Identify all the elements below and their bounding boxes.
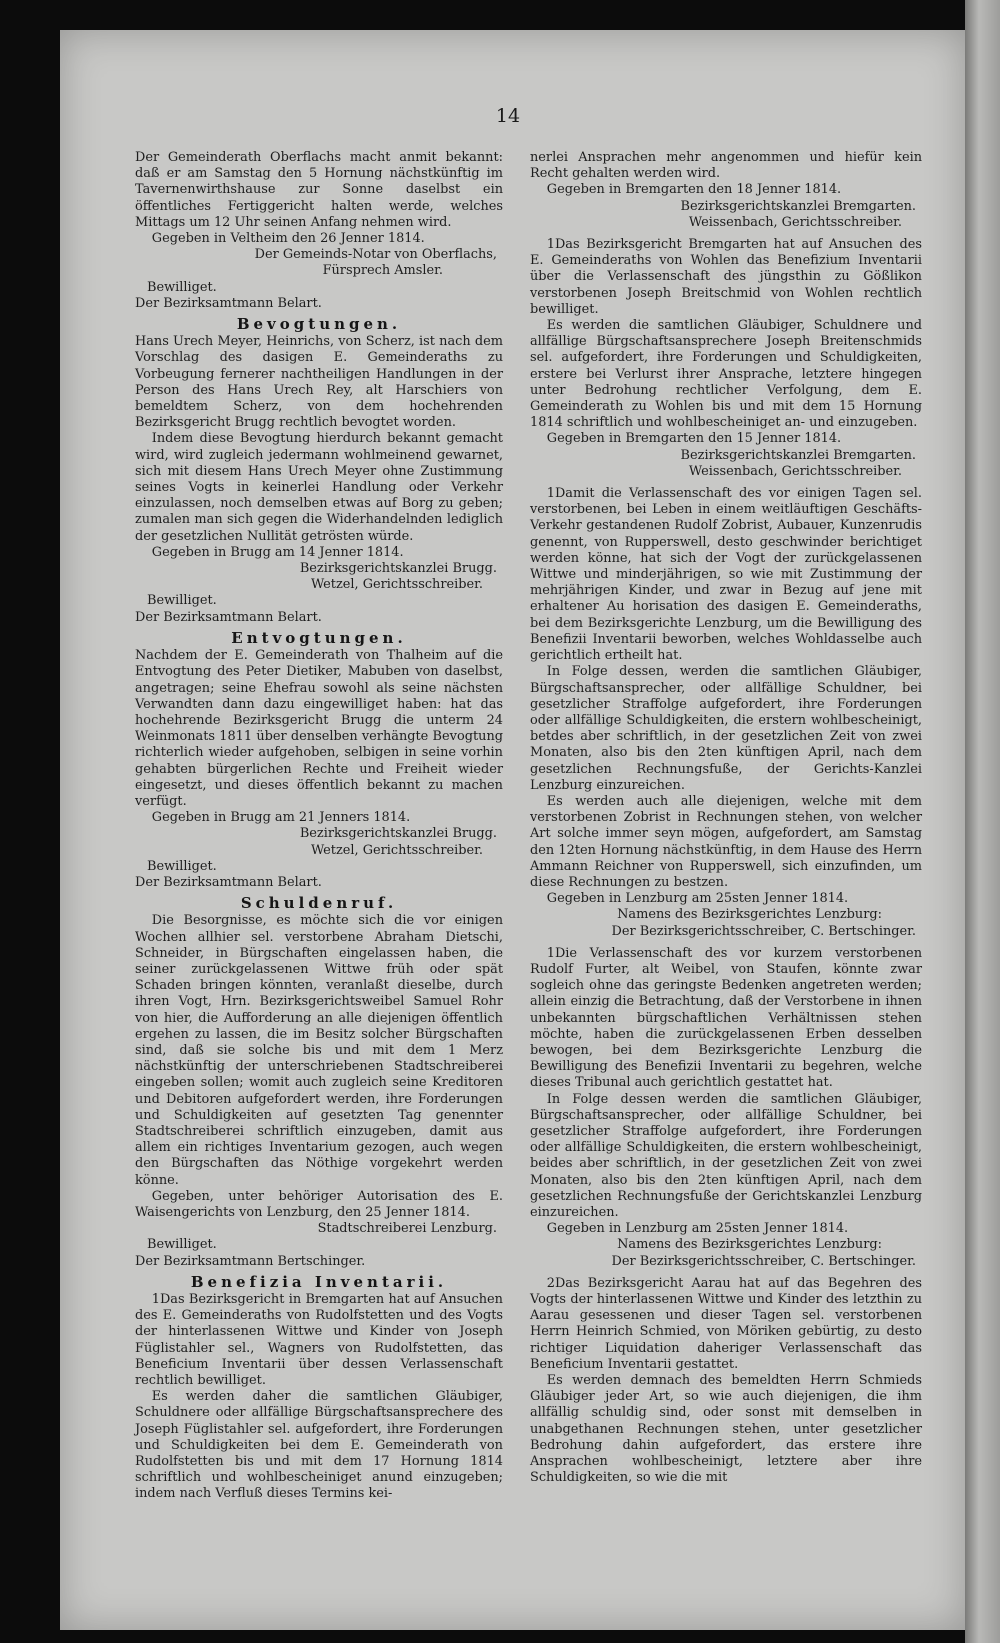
lenzburg-date-1: Gegeben in Lenzburg am 25sten Jenner 1814. xyxy=(546,891,849,907)
bevogtungen-official: Der Bezirksamtmann Belart. xyxy=(135,609,322,625)
notice-oberflachs-signature-1: Der Gemeinds-Notar von Oberflachs, xyxy=(254,247,497,263)
heading-entvogtungen: Entvogtungen. xyxy=(231,628,407,647)
notice-zobrist-b: In Folge dessen, werden die samtlichen Gläubiger, Bürgschaftsansprecher, oder allfällige Schuldner, bei gesetzlicher Straffolge aufgefordert, ihre Forderungen oder allfällige Schuldigkeiten, die erstern wohlbescheinigt, betdes aber schriftlich, in der gesetzlichen Zeit von zwei Monaten, also bis den 2ten künftigen April, nach dem gesetzlichen Rechnungsfuße, der Gerichts-Kanzlei Lenzburg einzureichen. xyxy=(530,664,922,793)
schuldenruf-para-1: Die Besorgnisse, es möchte sich die vor einigen Wochen allhier sel. verstorbene Abraham Dietschi, Schneider, in Bürgschaften eingelassen haben, die seiner zurückgelassenen Wittwe früh oder spät Schaden bringen könnten, veranlaßt dieselbe, durch ihren Vogt, Hrn. Bezirksgerichtsweibel Samuel Rohr von hier, die Aufforderung an alle diejenigen öffentlich ergehen zu lassen, die im Besitz solcher Bürgschaften sind, daß sie solche bis und mit dem 1 Merz nächstkünftig der unterschriebenen Stadtschreiberei eingeben sollen; womit auch zugleich seine Kreditoren und Debitoren aufgefordert werden, ihre Forderungen und Schuldigkeiten auf gesetzten Tag genennter Stadtschreiberei schriftlich einzugeben, damit aus allem ein richtiges Inventarium gezogen, auch wegen den Bürgschaften das Nöthige vorgekehrt werden könne. xyxy=(135,913,503,1188)
bevogtungen-para-1: Hans Urech Meyer, Heinrichs, von Scherz, ist nach dem Vorschlag des dasigen E. Gemeinderaths zu Vorbeugung fernerer nachtheiligen Handlungen in der Person des Hans Urech Rey, alt Harschiers von bemeldtem Scherz, von dem hochehrenden Bezirksgericht Brugg rechtlich bevogtet worden. xyxy=(135,334,503,431)
notice-oberflachs-body: Der Gemeinderath Oberflachs macht anmit bekannt: daß er am Samstag den 5 Hornung nächstkünftig im Tavernenwirthshause zur Sonne daselbst ein öffentliches Fertiggericht halten werde, welches Mittags um 12 Uhr seinen Anfang nehmen wird. xyxy=(135,150,503,230)
heading-benefizia-inventarii: Benefizia Inventarii. xyxy=(190,1272,448,1291)
notice-zobrist-c: Es werden auch alle diejenigen, welche mit dem verstorbenen Zobrist in Rechnungen stehen, von welcher Art solche immer seyn mögen, aufgefordert, am Samstag den 12ten Hornung nächstkünftig, in dem Hause des Herrn Ammann Reichner von Rupperswell, sich einzufinden, um diese Rechnungen zu bestzen. xyxy=(530,793,922,890)
right-column xyxy=(530,150,928,1486)
notice-furter-b: In Folge dessen werden die samtlichen Gläubiger, Bürgschaftsansprecher, oder allfällige Schuldner, bei gesetzlicher Straffolge aufgefordert, ihre Forderungen oder allfällige Schuldigkeiten, die erstern wohlbescheinigt, beides aber schriftlich, in der gesetzlichen Zeit von zwei Monaten, also bis den 2ten künftigen April, nach dem gesetzlichen Rechnungsfuße der Gerichtskanzlei Lenzburg einzureichen. xyxy=(530,1091,922,1220)
bevogtungen-para-2: Indem diese Bevogtung hierdurch bekannt gemacht wird, wird zugleich jedermann wohlmeinend gewarnet, sich mit diesem Hans Urech Meyer ohne Zustimmung seines Vogts in keinerlei Handlung oder Verkehr einzulassen, noch demselben etwas auf Borg zu geben; zumalen man sich gegen die Widerhandelnden lediglich der gesetzlichen Nullität getrösten würde. xyxy=(135,431,503,544)
notice-oberflachs-date: Gegeben in Veltheim den 26 Jenner 1814. xyxy=(151,231,425,247)
notice-schmied-b: Es werden demnach des bemeldten Herrn Schmieds Gläubiger jeder Art, so wie auch diejenigen, die ihm allfällig schuldig sind, oder sonst mit demselben in unabgethanen Rechnungen stehen, unter gesetzlicher Bedrohung dahin aufgefordert, das erstere ihre Ansprachen wohlbescheinigt, letztere aber ihre Schuldigkeiten, so wie die mit xyxy=(530,1373,922,1486)
bremgarten-date-1: Gegeben in Bremgarten den 18 Jenner 1814. xyxy=(546,182,842,198)
lenzburg-signature-2b: Der Bezirksgerichtsschreiber, C. Bertschinger. xyxy=(611,1253,916,1269)
bremgarten-signature-2b: Weissenbach, Gerichtsschreiber. xyxy=(688,463,902,479)
lenzburg-date-2: Gegeben in Lenzburg am 25sten Jenner 1814. xyxy=(546,1221,849,1237)
lenzburg-signature-1b: Der Bezirksgerichtsschreiber, C. Bertschinger. xyxy=(611,923,916,939)
schuldenruf-official: Der Bezirksamtmann Bertschinger. xyxy=(135,1253,366,1269)
bevogtungen-approved: Bewilliget. xyxy=(147,593,217,609)
left-column xyxy=(135,150,503,1503)
bremgarten-signature-1a: Bezirksgerichtskanzlei Bremgarten. xyxy=(680,198,916,214)
notice-oberflachs-approved: Bewilliget. xyxy=(147,279,217,295)
entvogtungen-signature-1: Bezirksgerichtskanzlei Brugg. xyxy=(299,826,497,842)
bremgarten-signature-1b: Weissenbach, Gerichtsschreiber. xyxy=(688,214,902,230)
bevogtungen-signature-2: Wetzel, Gerichtsschreiber. xyxy=(310,577,483,593)
entvogtungen-approved: Bewilliget. xyxy=(147,858,217,874)
continued-text: nerlei Ansprachen mehr angenommen und hiefür kein Recht gehalten werden wird. xyxy=(530,150,922,182)
adjacent-page-edge xyxy=(965,0,1000,1643)
bremgarten-date-2: Gegeben in Bremgarten den 15 Jenner 1814. xyxy=(546,431,842,447)
bevogtungen-date: Gegeben in Brugg am 14 Jenner 1814. xyxy=(151,544,404,560)
notice-zobrist: 1Damit die Verlassenschaft des vor einigen Tagen sel. verstorbenen, bei Leben in einem weitläuftigen Geschäfts-Verkehr gestandenen Rudolf Zobrist, Aubauer, Kunzenrudis genennt, von Rupperswell, desto geschwinder berichtiget werden könne, hat sich der Vogt der zurückgelassenen Wittwe und minderjährigen, so wie mit Zustimmung der mehrjährigen Kinder, und zwar in Bezug auf jene mit erhaltener Au horisation des dasigen E. Gemeinderaths, bei dem Bezirksgerichte Lenzburg, um die Bewilligung des Benefizii Inventarii beworben, welches Wohldasselbe auch gerichtlich ertheilt hat. xyxy=(530,486,922,664)
notice-wohlen-b: Es werden die samtlichen Gläubiger, Schuldnere und allfällige Bürgschaftsansprechere Joseph Breitenschmids sel. aufgefordert, ihre Forderungen und Schuldigkeiten, erstere bei Verlurst ihrer Ansprache, letztere hingegen unter Bedrohung rechtlicher Verfolgung, dem E. Gemeinderath zu Wohlen bis und mit dem 15 Hornung 1814 schriftlich und wohlbescheiniget an- und einzugeben. xyxy=(530,318,922,431)
heading-bevogtungen: Bevogtungen. xyxy=(236,315,402,334)
page-number: 14 xyxy=(495,105,521,127)
entvogtungen-signature-2: Wetzel, Gerichtsschreiber. xyxy=(310,842,483,858)
bevogtungen-signature-1: Bezirksgerichtskanzlei Brugg. xyxy=(299,561,497,577)
entvogtungen-date: Gegeben in Brugg am 21 Jenners 1814. xyxy=(151,810,411,826)
entvogtungen-official: Der Bezirksamtmann Belart. xyxy=(135,874,322,890)
notice-oberflachs-signature-2: Fürsprech Amsler. xyxy=(322,263,443,279)
bremgarten-signature-2a: Bezirksgerichtskanzlei Bremgarten. xyxy=(680,447,916,463)
schuldenruf-signature: Stadtschreiberei Lenzburg. xyxy=(317,1221,497,1237)
notice-wohlen: 1Das Bezirksgericht Bremgarten hat auf Ansuchen des E. Gemeinderaths von Wohlen das Benefizium Inventarii über die Verlassenschaft des jüngsthin zu Gößlikon verstorbenen Joseph Breitschmid von Wohlen rechtlich bewilliget. xyxy=(530,237,922,317)
heading-schuldenruf: Schuldenruf. xyxy=(240,894,398,913)
notice-furter: 1Die Verlassenschaft des vor kurzem verstorbenen Rudolf Furter, alt Weibel, von Staufen, könnte zwar sogleich ohne das geringste Bedenken angetreten werden; allein einzig die Betrachtung, daß der Verstorbene in ihnen unbekannten bürgschaftlichen Verhältnissen stehen möchte, haben die zurückgelassenen Erben desselben bewogen, bei dem Bezirksgerichte Lenzburg die Bewilligung des Benefizii Inventarii zu begehren, welche dieses Tribunal auch gerichtlich gestattet hat. xyxy=(530,945,922,1091)
notice-schmied: 2Das Bezirksgericht Aarau hat auf das Begehren des Vogts der hinterlassenen Wittwe und Kinder des letzthin zu Aarau gesessenen und dieser Tagen sel. verstorbenen Herrn Heinrich Schmied, von Möriken gebürtig, zu desto richtiger Liquidation daheriger Verlassenschaft das Beneficium Inventarii gestattet. xyxy=(530,1275,922,1372)
notice-oberflachs-official: Der Bezirksamtmann Belart. xyxy=(135,295,322,311)
entvogtungen-para-1: Nachdem der E. Gemeinderath von Thalheim auf die Entvogtung des Peter Dietiker, Mabuben von daselbst, angetragen; seine Ehefrau sowohl als seine nächsten Verwandten dann dazu eingewilliget haben: hat das hochehrende Bezirksgericht Brugg die unterm 24 Weinmonats 1811 über denselben verhängte Bevogtung richterlich wieder aufgehoben, selbigen in seine vorhin gehabten bürgerlichen Rechte und Freiheit wieder eingesetzt, und dieses öffentlich bekannt zu machen verfügt. xyxy=(135,648,503,809)
lenzburg-signature-1a: Namens des Bezirksgerichtes Lenzburg: xyxy=(617,907,882,923)
schuldenruf-date: Gegeben, unter behöriger Autorisation des E. Waisengerichts von Lenzburg, den 25 Jenner 1814. xyxy=(135,1188,503,1220)
lenzburg-signature-2a: Namens des Bezirksgerichtes Lenzburg: xyxy=(617,1237,882,1253)
schuldenruf-approved: Bewilliget. xyxy=(147,1237,217,1253)
benefizia-para-1: 1Das Bezirksgericht in Bremgarten hat auf Ansuchen des E. Gemeinderaths von Rudolfstetten und des Vogts der hinterlassenen Wittwe und Kinder von Joseph Füglistahler sel., Wagners von Rudolfstetten, das Beneficium Inventarii über dessen Verlassenschaft rechtlich bewilliget. xyxy=(135,1292,503,1389)
benefizia-para-2: Es werden daher die samtlichen Gläubiger, Schuldnere oder allfällige Bürgschaftsansprechere des Joseph Füglistahler sel. aufgefordert, ihre Forderungen und Schuldigkeiten bei dem E. Gemeinderath von Rudolfstetten bis und mit dem 17 Hornung 1814 schriftlich und wohlbescheiniget anund einzugeben; indem nach Verfluß dieses Termins kei- xyxy=(135,1389,503,1502)
